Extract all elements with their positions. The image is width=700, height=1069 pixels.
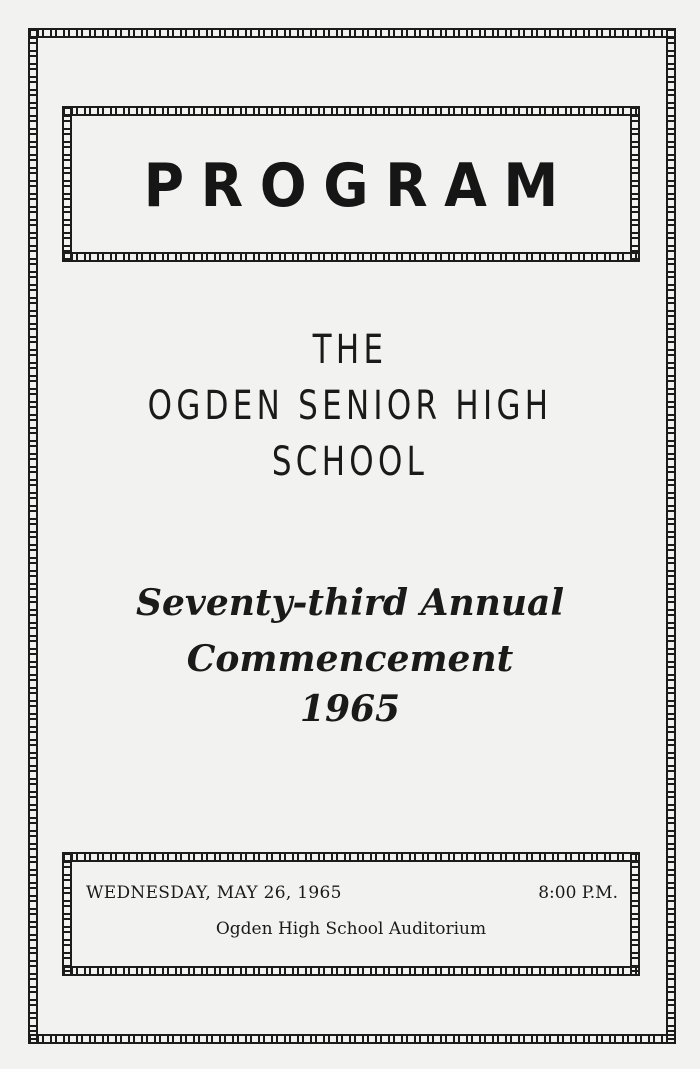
commencement-ordinal: Seventy-third Annual bbox=[136, 582, 564, 624]
commencement-title: Commencement bbox=[186, 638, 514, 680]
outer-border-left bbox=[28, 28, 38, 1044]
outer-border-right bbox=[666, 28, 676, 1044]
school-name-line-2: OGDEN SENIOR HIGH bbox=[147, 383, 553, 429]
school-name-line-1: THE bbox=[312, 327, 388, 373]
school-name-line-3: SCHOOL bbox=[271, 439, 429, 485]
event-date: WEDNESDAY, MAY 26, 1965 bbox=[86, 883, 342, 903]
event-venue: Ogden High School Auditorium bbox=[215, 919, 487, 939]
event-details-box bbox=[62, 852, 640, 976]
program-box-border-bottom bbox=[62, 252, 640, 262]
footer-box-border-bottom bbox=[62, 966, 640, 976]
program-box-border-left bbox=[62, 106, 72, 262]
commencement-year: 1965 bbox=[299, 688, 401, 730]
footer-box-border-top bbox=[62, 852, 640, 862]
program-box-border-top bbox=[62, 106, 640, 116]
outer-border-top bbox=[28, 28, 676, 38]
program-title: PROGRAM bbox=[143, 151, 575, 221]
footer-box-border-left bbox=[62, 852, 72, 976]
program-box-border-right bbox=[630, 106, 640, 262]
footer-box-border-right bbox=[630, 852, 640, 976]
event-time: 8:00 P.M. bbox=[538, 883, 618, 903]
outer-border-bottom bbox=[28, 1034, 676, 1044]
